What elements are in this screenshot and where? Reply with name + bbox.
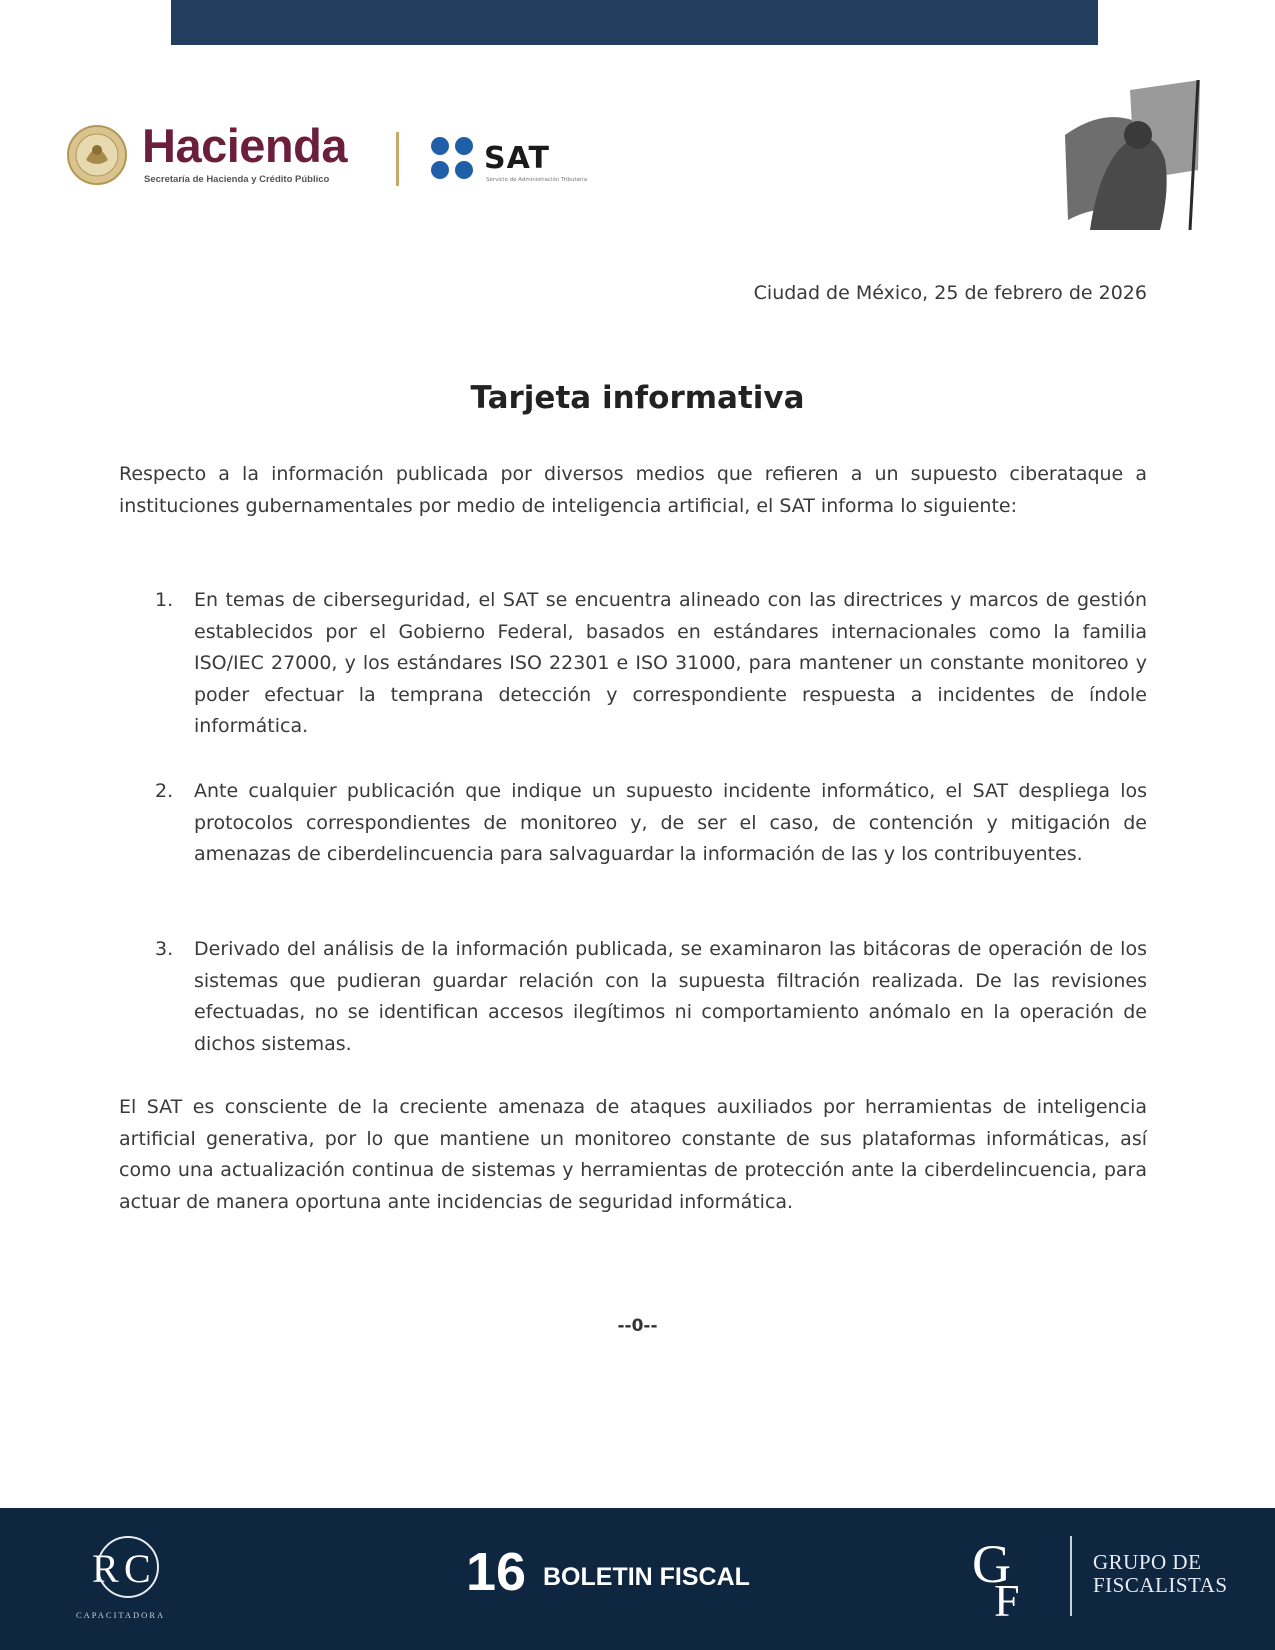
list-item-text: Ante cualquier publicación que indique un supuesto incidente informático, el SAT despliega los protocolos correspondientes de monitoreo y, de ser el caso, de contención y mitigación de amenazas de ciberdelincuencia para salvaguardar la información de las y los contribuyentes. [194,780,1147,865]
footer-bar [0,1508,1275,1650]
page-number: 16 [466,1542,527,1602]
gf-monogram-icon [972,1534,1044,1618]
top-banner-bar [171,0,1098,45]
svg-text:R: R [92,1546,119,1591]
rc-capacitadora-logo [74,1532,174,1622]
svg-text:G: G [972,1534,1011,1594]
footer-divider [1070,1536,1072,1616]
list-item-number: 3. [155,938,174,960]
gf-name-line2: FISCALISTAS [1093,1573,1228,1597]
sat-dots-icon [428,135,478,185]
list-item-number: 2. [155,780,174,802]
closing-paragraph: El SAT es consciente de la creciente amenaza de ataques auxiliados por herramientas de inteligencia artificial generativa, por lo que mantiene un monitoreo constante de sus plataformas informáticas, así como una actualización continua de sistemas y herramientas de protección ante la ciberdelincuencia, para actuar de manera oportuna ante incidencias de seguridad informática. [119,1096,1147,1213]
list-item-text: Derivado del análisis de la información publicada, se examinaron las bitácoras de operación de los sistemas que pudieran guardar relación con la supuesta filtración realizada. De las revisiones efectuadas, no se identifican accesos ilegítimos ni comportamiento anómalo en la operación de dichos sistemas. [194,938,1147,1055]
rc-monogram-icon [80,1532,170,1602]
intro-paragraph: Respecto a la información publicada por diversos medios que refieren a un supuesto ciberataque a instituciones gubernamentales por medio de inteligencia artificial, el SAT informa lo siguiente: [119,463,1147,517]
logo-divider [396,132,399,186]
grupo-fiscalistas-name [1093,1551,1228,1597]
date-line: Ciudad de México, 25 de febrero de 2026 [753,282,1147,304]
sat-logo [428,133,668,189]
national-seal-icon [66,124,128,186]
svg-text:F: F [994,1575,1020,1618]
hacienda-logo [62,120,362,190]
list-item-text: En temas de ciberseguridad, el SAT se encuentra alineado con las directrices y marcos de gestión establecidos por el Gobierno Federal, basados en estándares internacionales como la familia ISO/IEC 27000, y los estándares ISO 22301 e ISO 31000, para mantener un constante monitoreo y poder efectuar la temprana detección y correspondiente respuesta a incidentes de índole informática. [194,589,1147,737]
rc-caption: CAPACITADORA [76,1610,166,1620]
hacienda-subtitle: Secretaría de Hacienda y Crédito Público [144,174,330,185]
document-title: Tarjeta informativa [470,380,805,416]
list-item-number: 1. [155,589,174,611]
flag-illustration-icon [1060,80,1205,230]
svg-text:C: C [124,1546,151,1591]
hacienda-wordmark: Hacienda [142,119,347,172]
gf-name-line1: GRUPO DE [1093,1550,1202,1574]
publication-title: BOLETIN FISCAL [543,1563,750,1591]
sat-subtitle: Servicio de Administración Tributaria [486,177,588,183]
sat-wordmark: SAT [484,141,550,176]
end-mark: --0-- [617,1316,658,1336]
